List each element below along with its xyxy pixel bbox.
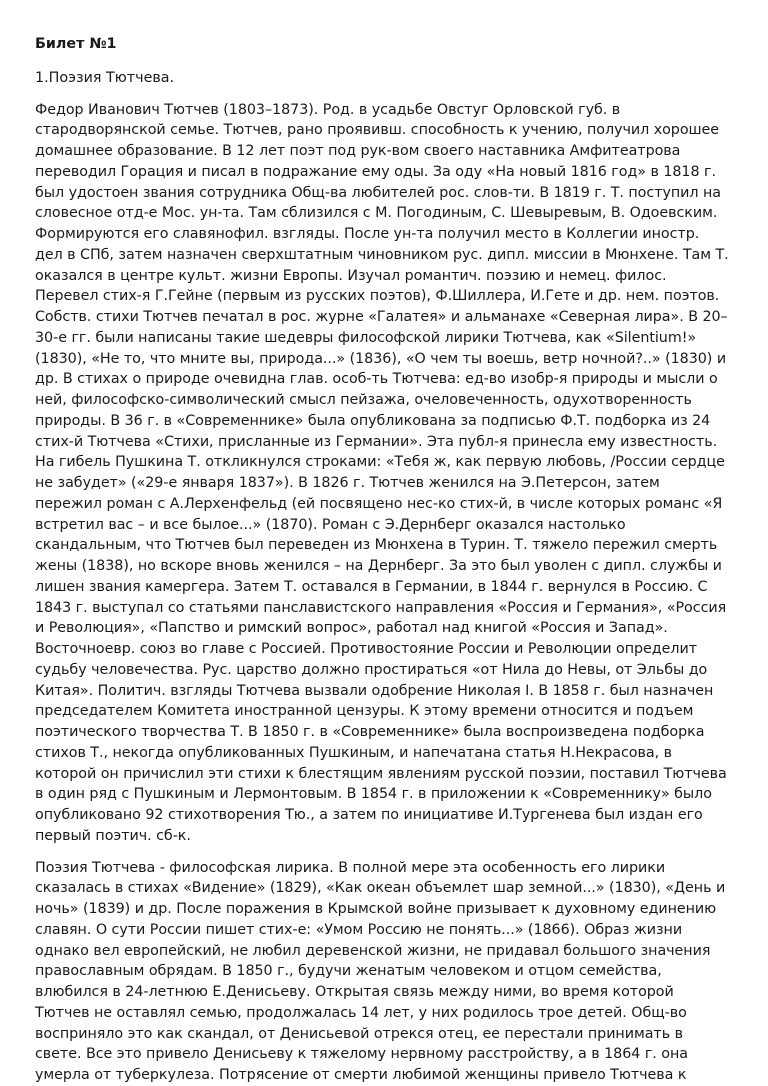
paragraph-biography: Федор Иванович Тютчев (1803–1873). Род. в усадьбе Овстуг Орловской губ. в стародворянской семье. Тютчев, рано проявивш. способность к учению, получил хорошее домашнее образование. В 12 лет поэт под рук-вом своего наставника Амфитеатрова переводил Горация и писал в подражание ему оды. За оду «На новый 1816 год» в 1818 г. был удостоен звания сотрудника Общ-ва любителей рос. слов-ти. В 1819 г. Т. поступил на словесное отд-е Мос. ун-та. Там сблизился с М. Погодиным, С. Шевыревым, В. Одоевским. Формируются его славянофил. взгляды. После ун-та получил место в Коллегии иностр. дел в СПб, затем назначен сверхштатным чиновником рус. дипл. миссии в Мюнхене. Там Т. оказался в центре культ. жизни Европы. Изучал романтич. поэзию и немец. филос. Перевел стих-я Г.Гейне (первым из русских поэтов), Ф.Шиллера, И.Гете и др. нем. поэтов. Собств. стихи Тютчев печатал в рос. журне «Галатея» и альманахе «Северная лира». В 20–30-е гг. были написаны такие шедевры философской лирики Тютчева, как «Silentium!» (1830), «Не то, что мните вы, природа...» (1836), «О чем ты воешь, ветр ночной?..» (1830) и др. В стихах о природе очевидна глав. особ-ть Тютчева: ед-во изобр-я природы и мысли о ней, философско-символический смысл пейзажа, очеловеченность, одухотворенность природы. В 36 г. в «Современнике» была опубликована за подписью Ф.Т. подборка из 24 стих-й Тютчева «Стихи, присланные из Германии». Эта публ-я принесла ему известность. На гибель Пушкина Т. откликнулся строками: «Тебя ж, как первую любовь, /России сердце не забудет» («29-е января 1837»). В 1826 г. Тютчев женился на Э.Петерсон, затем пережил роман с А.Лерхенфельд (ей посвящено нес-ко стих-й, в числе которых романс «Я встретил вас – и все былое...» (1870). Роман с Э.Дернберг оказался настолько скандальным, что Тютчев был переведен из Мюнхена в Турин. Т. тяжело пережил смерть жены (1838), но вскоре вновь женился – на Дернберг. За это был уволен с дипл. службы и лишен звания камергера. Затем Т. оставался в Германии, в 1844 г. вернулся в Россию. С 1843 г. выступал со статьями панславистского направления «Россия и Германия», «Россия и Революция», «Папство и римский вопрос», работал над книгой «Россия и Запад». Восточноевр. союз во главе с Россией. Противостояние России и Революции определит судьбу человечества. Рус. царство должно простираться «от Нила до Невы, от Эльбы до Китая». Политич. взгляды Тютчева вызвали одобрение Николая I. В 1858 г. был назначен председателем Комитета иностранной цензуры. К этому времени относится и подъем поэтического творчества Т. В 1850 г. в «Современнике» была воспроизведена подборка стихов Т., некогда опубликованных Пушкиным, и напечатана статья Н.Некрасова, в которой он причислил эти стихи к блестящим явлениям русской поэзии, поставил Тютчева в один ряд с Пушкиным и Лермонтовым. В 1854 г. в приложении к «Современнику» было опубликовано 92 стихотворения Тю., а затем по инициативе И.Тургенева был издан его первый поэтич. сб-к. bbox=[35, 101, 729, 844]
section-heading: 1.Поэзия Тютчева. bbox=[35, 69, 175, 86]
paragraph-philosophy: Поэзия Тютчева - философская лирика. В полной мере эта особенность его лирики сказалась в стихах «Видение» (1829), «Как океан объемлет шар земной...» (1830), «День и ночь» (1839) и др. После поражения в Крымской войне призывает к духовному единению славян. О сути России пишет стих-е: «Умом Россию не понять...» (1866). Образ жизни однако вел европейский, не любил деревенской жизни, не придавал большого значения православным обрядам. В 1850 г., будучи женатым человеком и отцом семейства, влюбился в 24-летнюю Е.Денисьеву. Открытая связь между ними, во время которой Тютчев не оставлял семью, продолжалась 14 лет, у них родилось трое детей. Общ-во восприняло это как скандал, от Денисьевой отрекся отец, ее перестали принимать в свете. Все это привело Денисьеву к тяжелому нервному расстройству, а в 1864 г. она умерла от туберкулеза. Потрясение от смерти любимой женщины привело Тютчева к bbox=[35, 859, 726, 1083]
ticket-title: Билет №1 bbox=[35, 36, 117, 52]
